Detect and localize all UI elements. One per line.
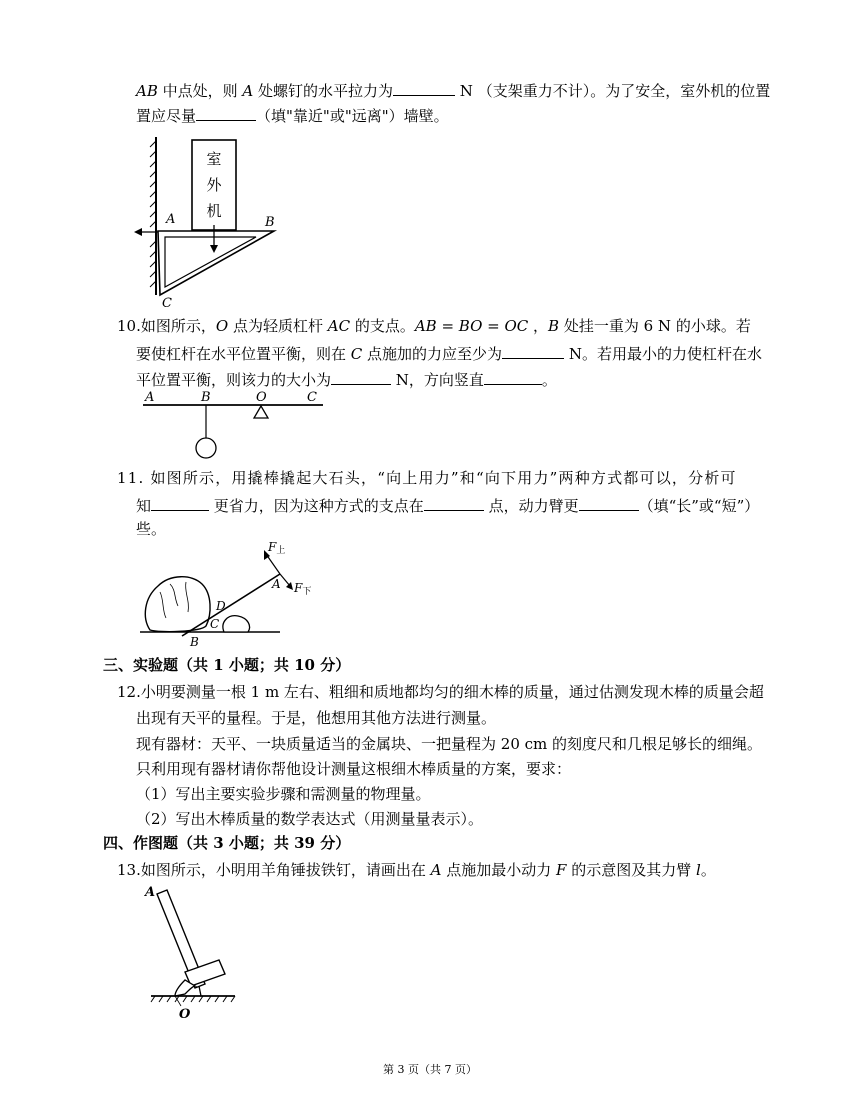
f-up-label: F上 [268,540,286,556]
q12-line1: 12.小明要测量一根 1 m 左右、粗细和质地都均匀的细木棒的质量，通过估测发现木棒的质量会超 [117,683,764,701]
section-title-drawing: 四、作图题（共 3 小题；共 39 分） [103,834,351,852]
f-down-label: F下 [294,581,312,597]
label-b: B [265,215,275,230]
crowbar-rock-figure [140,540,320,650]
q9-line1: AB 中点处，则 A 处螺钉的水平拉力为 N （支架重力不计）。为了安全，室外机的位置 [136,79,770,101]
q12-line2: 出现有天平的量程。于是，他想用其他方法进行测量。 [136,709,497,727]
box-label-char: 机 [206,202,222,220]
label-a: A [272,577,281,591]
q10-line1: 10.如图所示，O 点为轻质杠杆 AC 的支点。AB = BO = OC ，B 处挂一重为 6 N 的小球。若 [117,317,751,335]
q12-line3: 现有器材：天平、一块质量适当的金属块、一把量程为 20 cm 的刻度尺和几根足够长的细绳。 [136,735,763,753]
q12-line6: （2）写出木棒质量的数学表达式（用测量量表示）。 [136,810,484,828]
answer-blank[interactable] [424,494,484,511]
answer-blank[interactable] [484,368,542,385]
label-a: A [145,885,156,900]
answer-blank[interactable] [196,104,256,121]
answer-blank[interactable] [579,494,639,511]
answer-blank[interactable] [502,342,564,359]
q10-line2: 要使杠杆在水平位置平衡，则在 C 点施加的力应至少为 N。若用最小的力使杠杆在水 [136,342,762,364]
label-o: O [256,390,267,405]
lever-figure [140,388,330,463]
section-title-experiment: 三、实验题（共 1 小题；共 10 分） [103,656,351,674]
label-d: D [216,599,226,613]
q9-line2: 置应尽量 （填"靠近"或"远离"）墙壁。 [136,104,449,126]
answer-blank[interactable] [393,79,455,96]
label-c: C [210,617,220,631]
label-c: C [307,390,317,405]
q13-line1: 13.如图所示，小明用羊角锤拔铁钉，请画出在 A 点施加最小动力 F 的示意图及其力臂 l。 [117,861,716,879]
q11-line3: 些。 [136,520,167,538]
page-footer: 第 3 页（共 7 页） [383,1063,477,1076]
label-b: B [201,390,211,405]
q12-line5: （1）写出主要实验步骤和需测量的物理量。 [136,785,431,803]
claw-hammer-figure [145,882,255,1022]
q10-line3: 平位置平衡，则该力的大小为 N，方向竖直 。 [136,368,557,390]
box-label-char: 室 [206,150,222,168]
label-o: O [179,1007,191,1022]
label-b: B [190,635,199,649]
label-a: A [166,212,176,227]
q11-line1: 11. 如图所示，用撬棒撬起大石头，“向上用力”和“向下用力”两种方式都可以，分析可 [117,469,737,487]
label-a: A [145,390,155,405]
answer-blank[interactable] [151,494,209,511]
label-c: C [162,296,172,311]
q12-line4: 只利用现有器材请你帮他设计测量这根细木棒质量的方案，要求： [136,760,572,778]
box-label-char: 外 [206,176,222,194]
outdoor-unit-figure [128,135,288,310]
q11-line2: 知 更省力，因为这种方式的支点在 点，动力臂更 （填“长”或“短”） [136,494,759,516]
answer-blank[interactable] [331,368,391,385]
